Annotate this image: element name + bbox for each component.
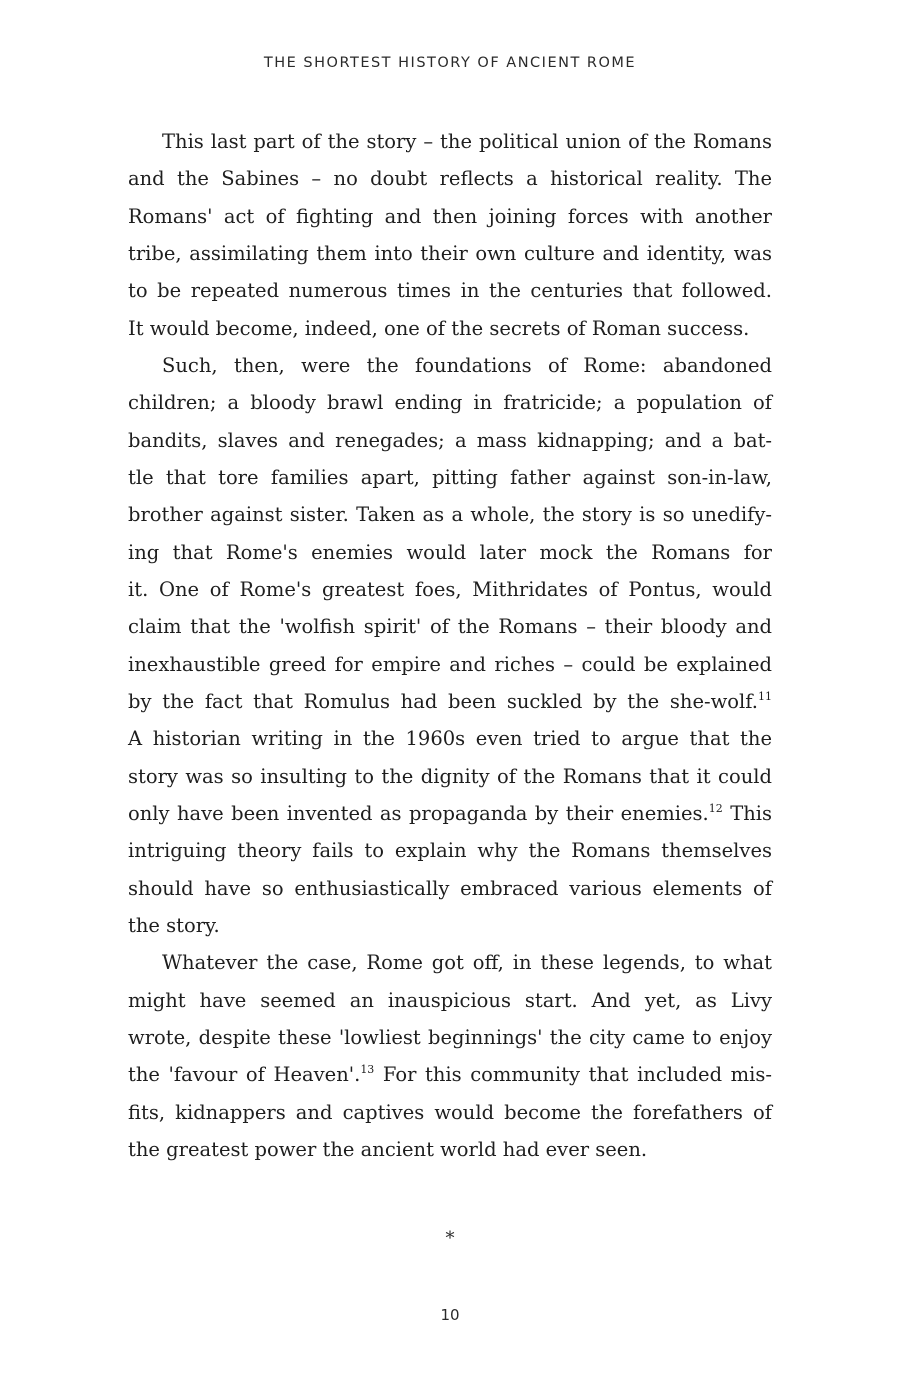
text-line — [128, 795, 772, 832]
section-break-asterisk: * — [445, 1228, 455, 1249]
text-line: wrote, despite these 'lowliest beginnings' the city came to enjoy — [128, 1025, 772, 1049]
text-line: story was so insulting to the dignity of the Romans that it could — [128, 764, 772, 788]
text-line: Such, then, were the foundations of Rome: abandoned — [162, 353, 772, 377]
text-line: brother against sister. Taken as a whole, the story is so unedify- — [128, 503, 772, 527]
text-line: tle that tore families apart, pitting father against son-in-law, — [128, 465, 772, 489]
text-line: ing that Rome's enemies would later mock the Romans for — [128, 540, 772, 564]
footnote-ref[interactable]: 12 — [708, 801, 723, 815]
text-line — [128, 683, 772, 720]
text-line — [128, 1056, 772, 1093]
text-line: fits, kidnappers and captives would become the forefathers of — [128, 1100, 772, 1124]
text-line-body: the 'favour of Heaven'. — [128, 1063, 361, 1087]
text-line-body: by the fact that Romulus had been suckled by the she-wolf. — [128, 689, 758, 713]
text-line: the greatest power the ancient world had ever seen. — [128, 1137, 648, 1161]
text-line: to be repeated numerous times in the centuries that followed. — [128, 279, 772, 303]
running-header: THE SHORTEST HISTORY OF ANCIENT ROME — [263, 55, 637, 71]
text-line: bandits, slaves and renegades; a mass kidnapping; and a bat- — [128, 428, 772, 452]
text-line: intriguing theory fails to explain why the Romans themselves — [128, 839, 772, 863]
paragraph-3 — [128, 944, 772, 1168]
paragraph-1 — [128, 123, 772, 347]
text-line: This last part of the story – the political union of the Romans — [162, 130, 772, 153]
page-number: 10 — [440, 1306, 460, 1324]
text-line: Whatever the case, Rome got off, in these legends, to what — [162, 951, 772, 975]
text-line: the story. — [128, 913, 220, 937]
text-line: inexhaustible greed for empire and riches – could be explained — [128, 652, 772, 676]
text-line: and the Sabines – no doubt reflects a historical reality. The — [128, 167, 772, 191]
text-line: tribe, assimilating them into their own culture and identity, was — [128, 241, 772, 265]
body-text — [128, 123, 772, 1168]
footnote-ref[interactable]: 13 — [360, 1062, 375, 1076]
text-line-tail: For this community that included mis- — [374, 1063, 772, 1087]
text-line-tail: This — [722, 801, 773, 825]
text-line: it. One of Rome's greatest foes, Mithridates of Pontus, would — [128, 577, 772, 601]
text-line: claim that the 'wolfish spirit' of the Romans – their bloody and — [128, 615, 772, 639]
text-line: It would become, indeed, one of the secrets of Roman success. — [128, 316, 750, 340]
text-line: might have seemed an inauspicious start. And yet, as Livy — [128, 988, 772, 1012]
text-line: Romans' act of fighting and then joining forces with another — [128, 204, 772, 228]
paragraph-2 — [128, 347, 772, 944]
text-line-body: only have been invented as propaganda by their enemies. — [128, 801, 709, 825]
text-line: children; a bloody brawl ending in fratricide; a population of — [128, 391, 772, 415]
text-line: A historian writing in the 1960s even tried to argue that the — [128, 727, 772, 751]
footnote-ref[interactable]: 11 — [758, 689, 772, 703]
text-line: should have so enthusiastically embraced various elements of — [128, 876, 772, 900]
